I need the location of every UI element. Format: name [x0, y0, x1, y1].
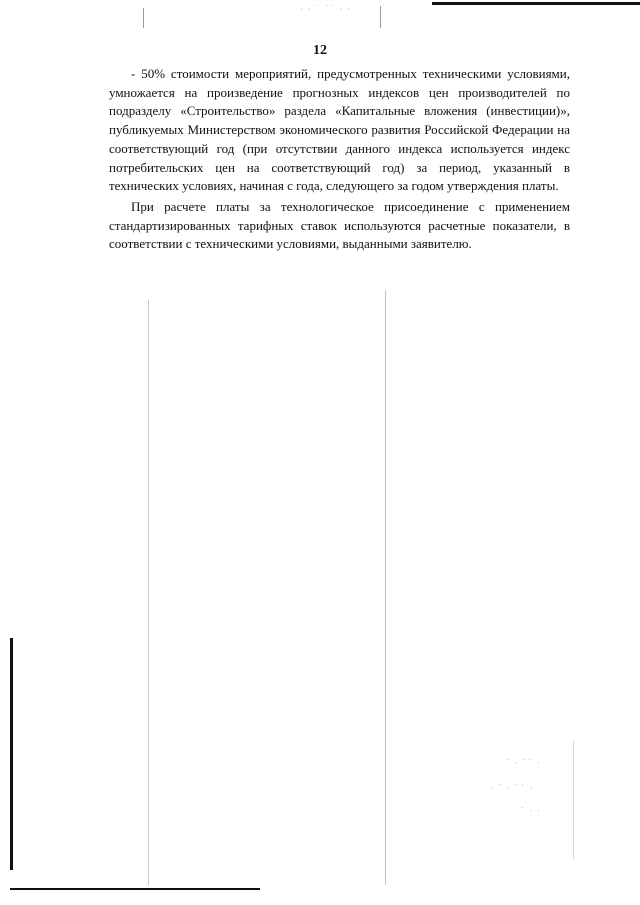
scan-speckle: ˙ · ˙˙ · [505, 759, 541, 769]
paragraph: При расчете платы за технологическое присоединение с применением стандартизированных тарифных ставок используются расчетные показатели, в соответствии с техническими условиями, выданными заявителю. [109, 198, 570, 252]
scan-streak [143, 8, 144, 28]
body-text [109, 65, 570, 254]
scan-speckle: ˙ · · [520, 807, 541, 817]
scan-speckle: · ˙ · ˙˙ · [490, 784, 534, 794]
scan-edge-bar-left [10, 638, 13, 870]
scan-edge-bar-bottom [10, 888, 260, 890]
paragraph: - 50% стоимости мероприятий, предусмотренных техническими условиями, умножается на произведение прогнозных индексов цен производителей по подразделу «Строительство» раздела «Капитальные вложения (инвестиции)», публикуемых Министерством экономического развития Российской Федерации на соответствующий год (при отсутствии данного индекса используется индекс потребительских цен на соответствующий год) за период, указанный в технических условиях, начиная с года, следующего за годом утверждения платы. [109, 66, 570, 194]
scan-speckle: · · ˙ ˙˙ · · [300, 5, 352, 15]
scan-streak [148, 300, 149, 885]
page-number: 12 [313, 43, 327, 58]
scan-streak [573, 740, 574, 860]
scan-edge-bar-top-right [432, 2, 640, 5]
scan-streak [385, 290, 386, 885]
scan-streak [380, 6, 381, 28]
